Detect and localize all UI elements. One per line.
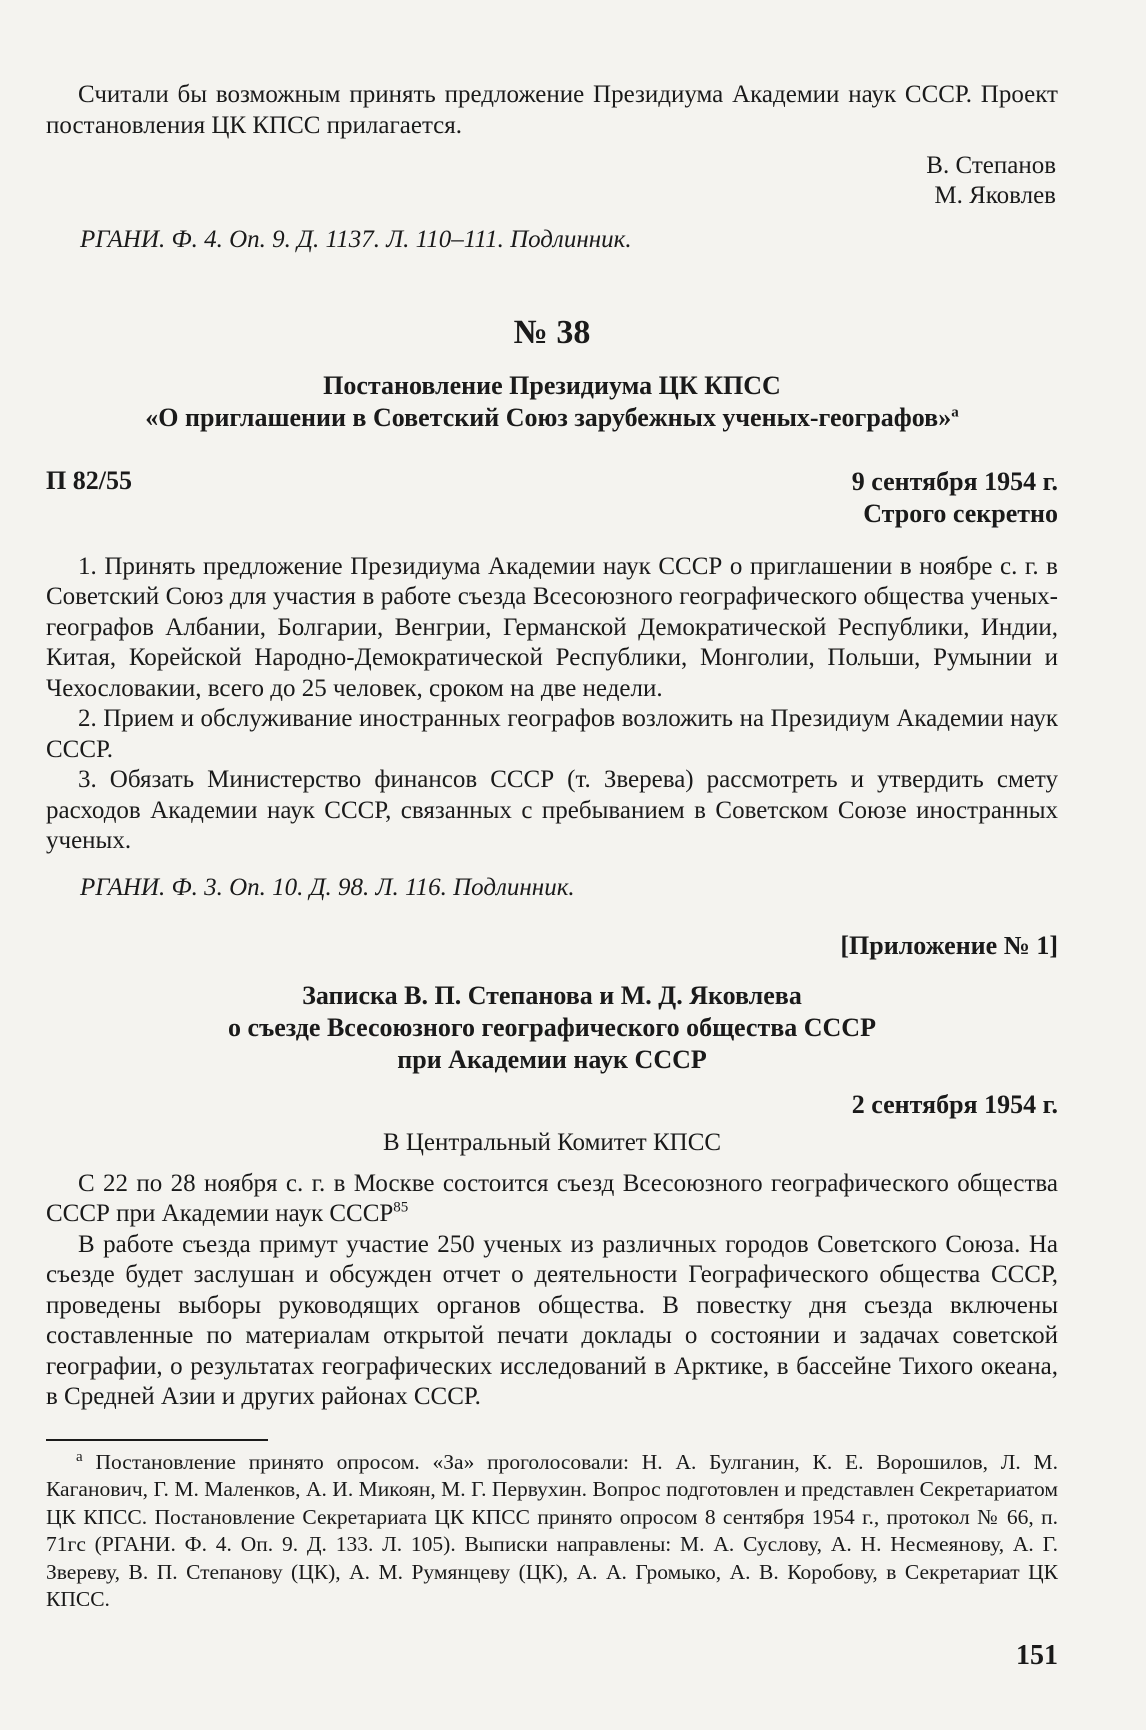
document-title-line-2	[46, 402, 1058, 434]
document-title-line-1: Постановление Президиума ЦК КПСС	[323, 370, 781, 400]
document-meta-row	[46, 466, 1058, 530]
signature-yakovlev: М. Яковлев	[934, 182, 1056, 209]
appendix-title-line-2: о съезде Всесоюзного географического общества СССР	[228, 1012, 876, 1042]
signature-block	[46, 151, 1058, 211]
appendix-paragraph-2: В работе съезда примут участие 250 ученых из различных городов Советского Союза. На съезде будет заслушан и обсужден отчет о деятельности Географического общества СССР, проведены выборы руководящих органов общества. В повестку дня съезда включены составленные по материалам открытой печати доклады о состоянии и задачах советской географии, о результатах географических исследований в Арктике, в бассейне Тихого океана, в Средней Азии и других районах СССР.	[46, 1230, 1058, 1410]
document-number: № 38	[513, 313, 591, 351]
appendix-paragraph-1-text: С 22 по 28 ноября с. г. в Москве состоится съезд Всесоюзного географического общества СССР при Академии наук СССР	[46, 1169, 1058, 1227]
document-meta-right	[852, 466, 1058, 530]
appendix-title-line-3: при Академии наук СССР	[397, 1044, 707, 1074]
protocol-ref: П 82/55	[46, 465, 132, 495]
footnote-ref-85: 85	[393, 1199, 409, 1216]
document-title	[46, 370, 1058, 434]
footnote-mark: а	[76, 1448, 83, 1465]
archive-source-1: РГАНИ. Ф. 4. Оп. 9. Д. 1137. Л. 110–111. Подлинник.	[80, 226, 632, 253]
resolution-item-1: 1. Принять предложение Президиума Академии наук СССР о приглашении в ноябре с. г. в Советский Союз для участия в работе съезда Всесоюзного географического общества ученых-географов Албании, Болгарии, Венгрии, Германской Демократической Республики, Индии, Китая, Корейской Народно-Демократической Республики, Монголии, Польши, Румынии и Чехословакии, всего до 25 человек, сроком на две недели.	[46, 552, 1058, 702]
resolution-item-3: 3. Обязать Министерство финансов СССР (т. Зверева) рассмотреть и утвердить смету расходов Академии наук СССР, связанных с пребыванием в Советском Союзе иностранных ученых.	[46, 766, 1058, 854]
appendix-title	[46, 980, 1058, 1076]
document-title-text: «О приглашении в Советский Союз зарубежных ученых-географов»	[145, 402, 952, 432]
secrecy-stamp: Строго секретно	[863, 498, 1058, 528]
footnote-divider	[46, 1439, 268, 1441]
intro-paragraph: Считали бы возможным принять предложение Президиума Академии наук СССР. Проект постановления ЦК КПСС прилагается.	[46, 81, 1058, 139]
appendix-paragraph-1	[46, 1169, 1058, 1230]
archive-source-2: РГАНИ. Ф. 3. Оп. 10. Д. 98. Л. 116. Подлинник.	[80, 873, 575, 901]
resolution-items	[46, 552, 1058, 857]
appendix-title-line-1: Записка В. П. Степанова и М. Д. Яковлева	[302, 980, 802, 1010]
footnote-a	[46, 1449, 1058, 1614]
signature-stepanov: В. Степанов	[926, 152, 1056, 179]
footnote-ref-a: а	[951, 403, 959, 420]
appendix-label: [Приложение № 1]	[840, 931, 1058, 960]
footnote-text: Постановление принято опросом. «За» проголосовали: Н. А. Булганин, К. Е. Ворошилов, Л. М. Каганович, Г. М. Маленков, А. И. Микоян, М. Г. Первухин. Вопрос подготовлен и представлен Секретариатом ЦК КПСС. Постановление Секретариата ЦК КПСС принято опросом 8 сентября 1954 г., протокол № 66, п. 71гс (РГАНИ. Ф. 4. Оп. 9. Д. 133. Л. 105). Выписки направлены: М. А. Суслову, А. Н. Несмеянову, А. Г. Звереву, В. П. Степанову (ЦК), А. М. Румянцеву (ЦК), А. А. Громыко, А. В. Коробову, в Секретариат ЦК КПСС.	[46, 1449, 1058, 1611]
appendix-addressee: В Центральный Комитет КПСС	[382, 1129, 722, 1156]
appendix-date: 2 сентября 1954 г.	[851, 1089, 1058, 1119]
document-date: 9 сентября 1954 г.	[851, 466, 1058, 496]
page-number: 151	[1016, 1640, 1058, 1671]
resolution-item-2: 2. Прием и обслуживание иностранных географов возложить на Президиум Академии наук СССР.	[46, 705, 1058, 763]
